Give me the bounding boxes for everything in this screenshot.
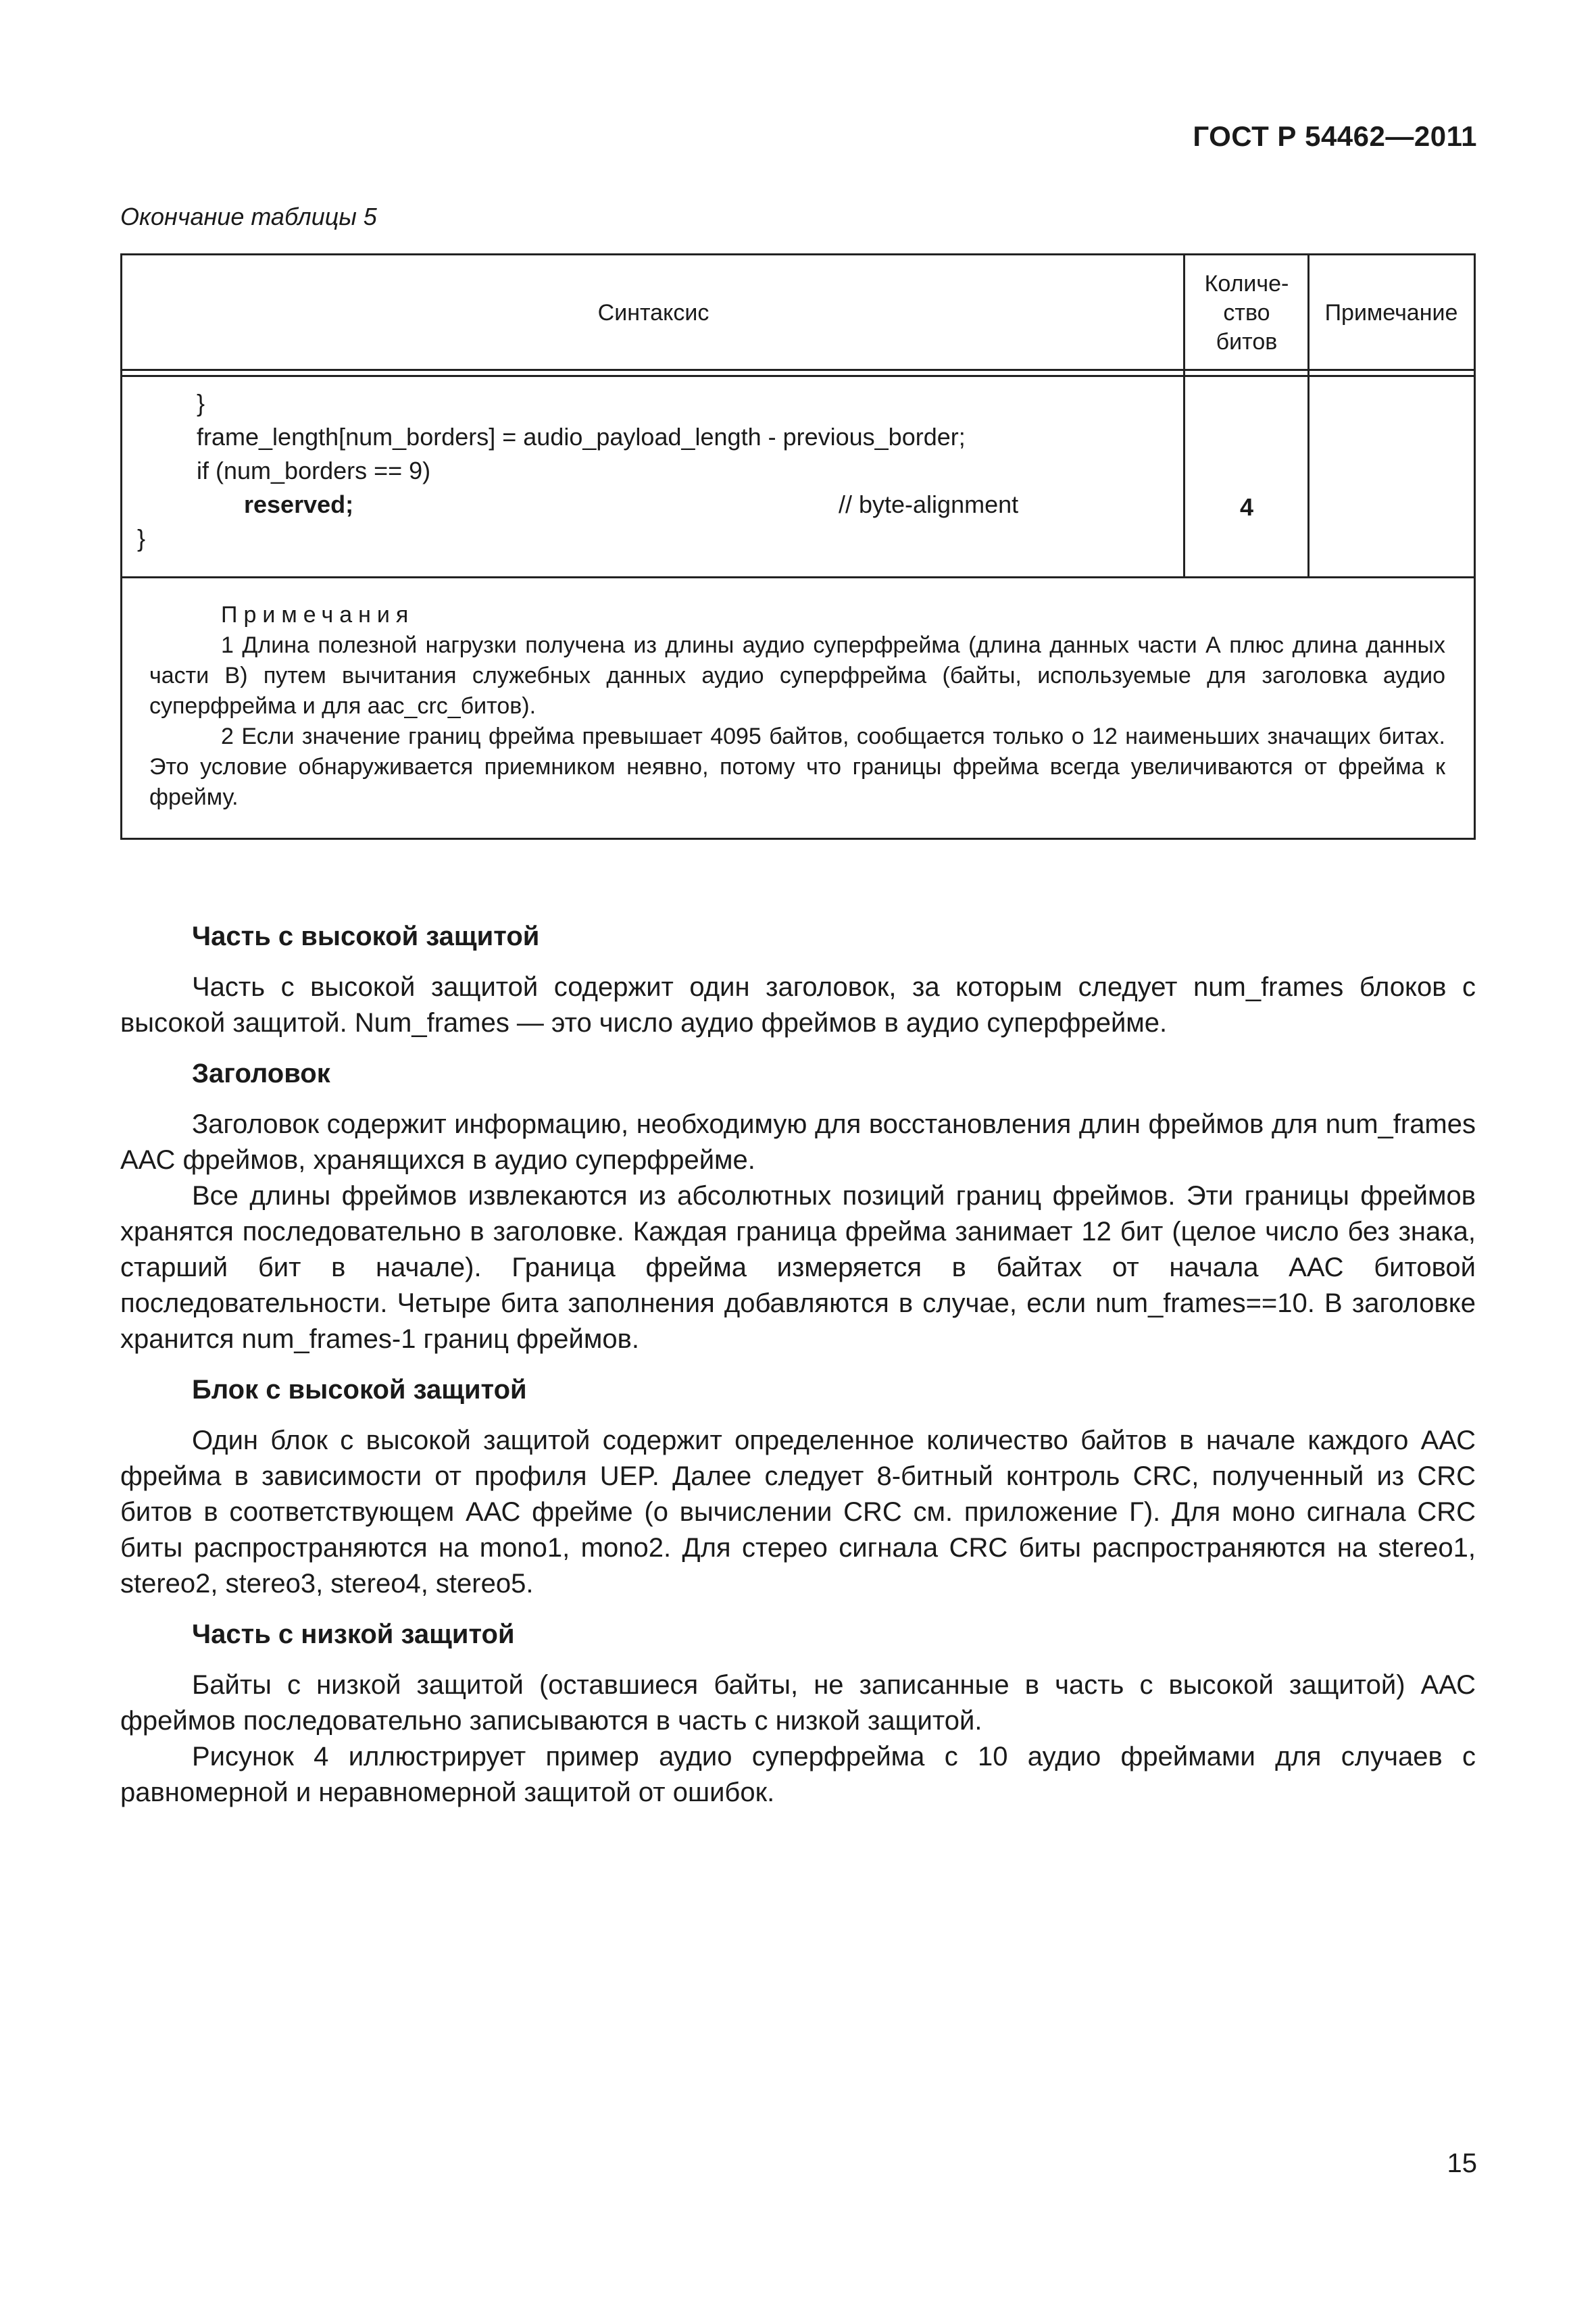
column-divider xyxy=(1183,255,1185,578)
header-divider xyxy=(122,369,1474,377)
notes-divider xyxy=(122,576,1474,578)
document-header: ГОСТ Р 54462—2011 xyxy=(1193,120,1477,152)
code-comment-byte-alignment: // byte-alignment xyxy=(839,491,1019,518)
section-paragraph: Все длины фреймов извлекаются из абсолютных позиций границ фреймов. Эти границы фреймов хранятся последовательно в заголовке. Каждая граница фрейма занимает 12 бит (целое число без знака, старший бит в начале). Граница фрейма измеряется в байтах от начала ААС битовой последовательности. Четыре бита заполнения добавляются в случае, если num_frames==10. В заголовке хранится num_frames-1 границ фреймов. xyxy=(120,1181,1476,1354)
note-1: 1 Длина полезной нагрузки получена из длины аудио суперфрейма (длина данных части А плюс длина данных части В) путем вычитания служебных данных аудио суперфрейма (байты, используемые для заголовка аудио суперфрейма и для aac_crc_битов). xyxy=(149,632,1445,719)
column-divider xyxy=(1307,255,1310,578)
section-paragraph: Рисунок 4 иллюстрирует пример аудио суперфрейма с 10 аудио фреймами для случаев с равномерной и неравномерной защитой от ошибок. xyxy=(120,1742,1476,1807)
section-heading: Часть с высокой защитой xyxy=(192,922,540,951)
section-heading: Блок с высокой защитой xyxy=(192,1375,527,1405)
note-2: 2 Если значение границ фрейма превышает 4095 байтов, сообщается только о 12 наименьших значащих битах. Это условие обнаруживается приемником неявно, потому что границы фрейма всегда увеличиваются от фрейма к фрейму. xyxy=(149,724,1445,810)
table-notes xyxy=(122,600,1474,813)
code-line-frame-length: frame_length[num_borders] = audio_payload_length - previous_border; xyxy=(197,423,966,451)
section-paragraph: Заголовок содержит информацию, необходимую для восстановления длин фреймов для num_frames ААС фреймов, хранящихся в аудио суперфрейме. xyxy=(120,1109,1476,1175)
syntax-table xyxy=(120,253,1476,840)
table-caption: Окончание таблицы 5 xyxy=(120,203,377,230)
section-paragraph: Часть с высокой защитой содержит один заголовок, за которым следует num_frames блоков с высокой защитой. Num_frames — это число аудио фреймов в аудио суперфрейме. xyxy=(120,972,1476,1038)
section-heading: Часть с низкой защитой xyxy=(192,1619,515,1649)
bits-value: 4 xyxy=(1239,493,1254,521)
code-line-if: if (num_borders == 9) xyxy=(197,457,431,484)
column-header-note: Примечание xyxy=(1324,299,1458,326)
section-paragraph: Один блок с высокой защитой содержит определенное количество байтов в начале каждого ААС фрейма в зависимости от профиля UEP. Далее следует 8-битный контроль CRC, полученный из CRC битов в соответствующем ААС фрейме (о вычислении CRC см. приложение Г). Для моно сигнала CRC биты распространяются на mono1, mono2. Для стерео сигнала CRC биты распространяются на stereo1, stereo2, stereo3, stereo4, stereo5. xyxy=(120,1426,1476,1599)
section-heading: Заголовок xyxy=(192,1059,330,1088)
body-text xyxy=(120,919,1476,1811)
column-header-bits xyxy=(1184,255,1309,370)
page-number: 15 xyxy=(1447,2148,1477,2178)
code-line-close-brace: } xyxy=(197,389,205,417)
code-line-reserved: reserved; xyxy=(244,491,354,518)
column-header-syntax: Синтаксис xyxy=(597,299,709,326)
section-paragraph: Байты с низкой защитой (оставшиеся байты, не записанные в часть с высокой защитой) ААС фреймов последовательно записываются в часть с низкой защитой. xyxy=(120,1670,1476,1736)
code-line-final-brace: } xyxy=(137,524,146,552)
notes-title: Примечания xyxy=(221,602,415,628)
bits-header-text: Количе- ство битов xyxy=(1204,270,1289,355)
